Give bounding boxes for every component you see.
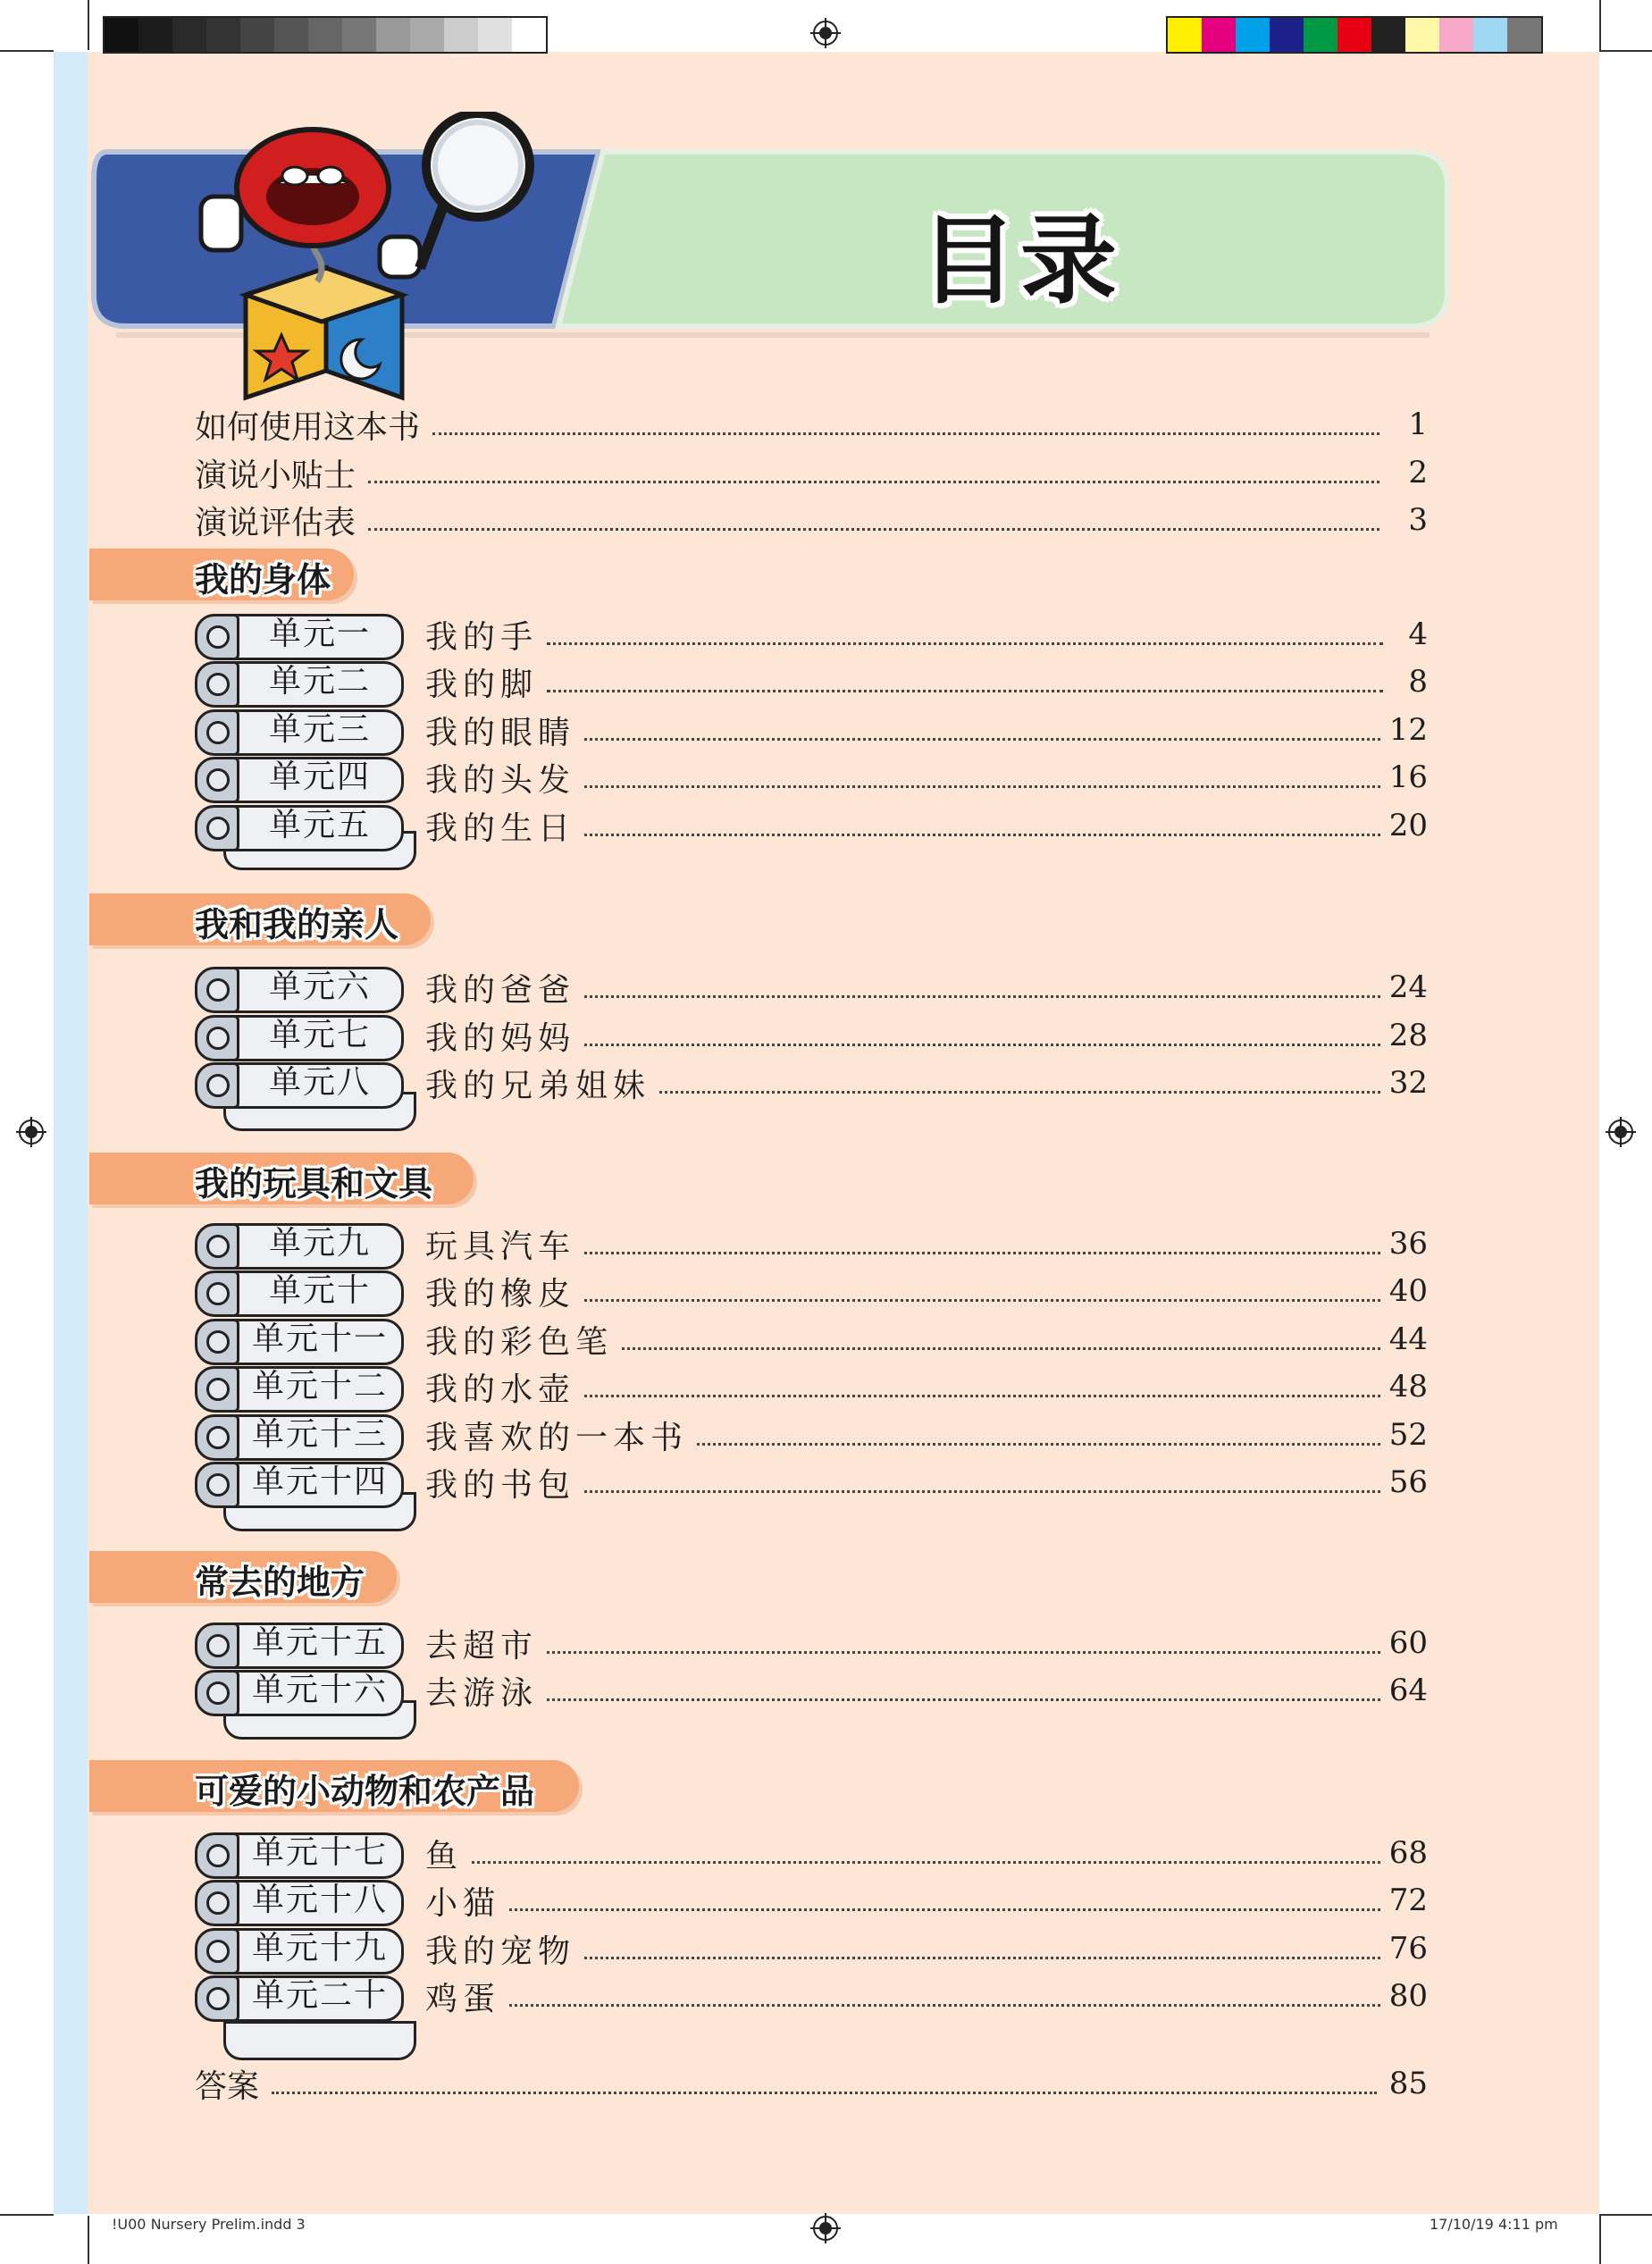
crop-mark — [1599, 2214, 1652, 2216]
unit-label: 单元十 — [268, 1272, 371, 1309]
toc-page-number: 1 — [1408, 407, 1428, 442]
toc-row-unit[interactable] — [425, 658, 1428, 706]
unit-label: 单元二十 — [251, 1977, 388, 2014]
unit-scroll — [193, 755, 416, 800]
unit-title: 我的生日 — [425, 809, 576, 847]
unit-title: 我的爸爸 — [425, 971, 576, 1009]
toc-row-answers[interactable] — [195, 2059, 1428, 2108]
toc-row-unit[interactable] — [425, 1220, 1428, 1268]
dot-leader — [697, 1425, 1380, 1446]
toc-row-unit[interactable] — [425, 1411, 1428, 1459]
dot-leader — [368, 510, 1379, 531]
crop-mark — [88, 0, 89, 50]
unit-scroll — [193, 1364, 416, 1409]
unit-scroll — [193, 659, 416, 704]
toc-page-number: 2 — [1408, 455, 1428, 491]
unit-label: 单元十二 — [251, 1368, 388, 1405]
toc-row-unit[interactable] — [425, 706, 1428, 754]
unit-title: 去超市 — [425, 1627, 539, 1664]
dot-leader — [584, 1234, 1380, 1254]
dot-leader — [272, 2074, 1377, 2094]
toc-page-number: 4 — [1408, 616, 1428, 652]
unit-title: 鸡蛋 — [425, 1980, 501, 2017]
unit-scroll — [193, 1413, 416, 1457]
unit-label: 单元十四 — [251, 1463, 388, 1500]
unit-title: 我的书包 — [425, 1466, 576, 1504]
crop-mark — [1599, 2216, 1601, 2264]
toc-row-unit[interactable] — [425, 801, 1428, 850]
unit-scroll — [193, 1621, 416, 1665]
toc-page-number: 16 — [1388, 759, 1428, 795]
dot-leader — [584, 1377, 1380, 1397]
unit-scroll — [193, 1013, 416, 1058]
unit-scroll — [193, 1061, 416, 1105]
toc-row-unit[interactable] — [425, 1011, 1428, 1060]
unit-label: 单元四 — [268, 759, 371, 795]
unit-label: 单元十七 — [251, 1834, 388, 1871]
unit-label: 单元五 — [268, 807, 371, 843]
dot-leader — [509, 1986, 1380, 2007]
unit-title: 我的头发 — [425, 761, 576, 799]
unit-scroll — [193, 1317, 416, 1362]
dot-leader — [584, 1026, 1380, 1046]
unit-title: 玩具汽车 — [425, 1228, 576, 1265]
toc-row-unit[interactable] — [425, 1619, 1428, 1667]
unit-label: 单元六 — [268, 968, 371, 1005]
toc-row-front-matter[interactable] — [195, 496, 1428, 544]
toc-page-number: 8 — [1408, 664, 1428, 700]
footer-file-name: !U00 Nursery Prelim.indd 3 — [112, 2216, 306, 2233]
dot-leader — [547, 625, 1383, 645]
toc-row-unit[interactable] — [425, 1876, 1428, 1924]
color-calibration-bar — [1166, 16, 1543, 54]
dot-leader — [584, 1939, 1380, 1959]
toc-page-number: 40 — [1388, 1273, 1428, 1309]
unit-title: 我的眼睛 — [425, 714, 576, 751]
unit-scroll — [193, 1221, 416, 1266]
unit-title: 我的兄弟姐妹 — [425, 1067, 651, 1104]
registration-mark-icon — [16, 1117, 46, 1147]
dot-leader — [547, 1633, 1380, 1654]
unit-scroll — [193, 1668, 416, 1713]
unit-scroll — [193, 708, 416, 752]
crop-mark — [0, 2214, 54, 2216]
unit-scroll — [193, 1460, 416, 1505]
unit-label: 单元十九 — [251, 1930, 388, 1966]
unit-label: 单元二 — [268, 663, 371, 700]
unit-title: 小猫 — [425, 1884, 501, 1922]
toc-row-unit[interactable] — [425, 1267, 1428, 1315]
toc-row-unit[interactable] — [425, 1972, 1428, 2020]
unit-scroll — [193, 1926, 416, 1971]
dot-leader — [547, 1681, 1380, 1701]
dot-leader — [368, 463, 1379, 483]
toc-entry-label: 演说小贴士 — [195, 457, 356, 494]
toc-entry-label: 如何使用这本书 — [195, 408, 421, 446]
toc-page-number: 68 — [1388, 1835, 1428, 1871]
unit-label: 单元九 — [268, 1225, 371, 1262]
unit-title: 我的脚 — [425, 666, 539, 703]
unit-scroll — [193, 965, 416, 1010]
toc-row-unit[interactable] — [425, 753, 1428, 801]
registration-mark-icon — [1606, 1117, 1636, 1147]
toc-page-number: 28 — [1388, 1018, 1428, 1053]
dot-leader — [547, 672, 1383, 692]
toc-row-unit[interactable] — [425, 1059, 1428, 1107]
section-heading: 我的玩具和文具 — [89, 1153, 474, 1204]
unit-label: 单元八 — [268, 1064, 371, 1101]
toc-row-unit[interactable] — [425, 610, 1428, 658]
unit-title: 我喜欢的一本书 — [425, 1419, 689, 1456]
unit-title: 我的宠物 — [425, 1933, 576, 1970]
toc-row-unit[interactable] — [425, 1829, 1428, 1877]
unit-scroll — [193, 1878, 416, 1923]
toc-page-number: 32 — [1388, 1065, 1428, 1101]
unit-scroll — [193, 1974, 416, 2018]
toc-entry-label: 演说评估表 — [195, 504, 356, 541]
unit-title: 我的手 — [425, 618, 539, 656]
toc-row-front-matter[interactable] — [195, 449, 1428, 497]
toc-page-number: 44 — [1388, 1321, 1428, 1357]
registration-mark-icon — [810, 18, 841, 48]
toc-row-front-matter[interactable] — [195, 400, 1428, 449]
toc-row-unit[interactable] — [425, 1315, 1428, 1363]
section-heading: 常去的地方 — [89, 1551, 397, 1603]
toc-page-number: 76 — [1388, 1931, 1428, 1966]
dot-leader — [584, 720, 1380, 741]
unit-label: 单元十一 — [251, 1321, 388, 1357]
toc-entry-label: 答案 — [195, 2067, 260, 2105]
registration-mark-icon — [810, 2213, 841, 2243]
scroll-tail — [223, 2021, 416, 2060]
dot-leader — [584, 1281, 1380, 1302]
unit-title: 我的橡皮 — [425, 1275, 576, 1312]
unit-title: 去游泳 — [425, 1674, 539, 1712]
toc-row-unit[interactable] — [425, 1458, 1428, 1506]
section-heading: 我的身体 — [89, 549, 354, 600]
toc-page-number: 72 — [1388, 1882, 1428, 1918]
toc-row-unit[interactable] — [425, 963, 1428, 1011]
toc-row-unit[interactable] — [425, 1363, 1428, 1411]
toc-page-number: 80 — [1388, 1978, 1428, 2014]
toc-page-number: 24 — [1388, 969, 1428, 1005]
dot-leader — [584, 1472, 1380, 1493]
toc-page-number: 36 — [1388, 1226, 1428, 1262]
crop-mark — [88, 2216, 89, 2264]
section-heading: 我和我的亲人 — [89, 893, 431, 945]
unit-label: 单元三 — [268, 711, 371, 748]
toc-row-unit[interactable] — [425, 1666, 1428, 1715]
dot-leader — [432, 415, 1379, 435]
toc-page-number: 85 — [1388, 2066, 1428, 2101]
unit-scroll — [193, 612, 416, 657]
unit-title: 我的彩色笔 — [425, 1323, 614, 1361]
dot-leader — [472, 1843, 1380, 1864]
dot-leader — [584, 977, 1380, 998]
dot-leader — [584, 767, 1380, 788]
toc-page-number: 20 — [1388, 808, 1428, 843]
toc-page-number: 60 — [1388, 1625, 1428, 1661]
dot-leader — [659, 1073, 1380, 1094]
unit-label: 单元十八 — [251, 1882, 388, 1918]
dot-leader — [622, 1329, 1380, 1350]
footer-timestamp: 17/10/19 4:11 pm — [1430, 2216, 1558, 2233]
toc-page-number: 12 — [1388, 712, 1428, 748]
unit-label: 单元十六 — [251, 1672, 388, 1708]
unit-label: 单元一 — [268, 616, 371, 652]
toc-page-number: 52 — [1388, 1417, 1428, 1453]
unit-title: 我的妈妈 — [425, 1019, 576, 1057]
unit-label: 单元七 — [268, 1017, 371, 1053]
crop-mark — [1599, 50, 1652, 52]
unit-label: 单元十三 — [251, 1416, 388, 1453]
unit-label: 单元十五 — [251, 1624, 388, 1661]
dot-leader — [509, 1891, 1380, 1911]
grayscale-calibration-bar — [103, 16, 548, 54]
toc-page-number: 3 — [1408, 502, 1428, 538]
crop-mark — [1599, 0, 1601, 50]
unit-scroll — [193, 1269, 416, 1313]
toc-page-number: 48 — [1388, 1369, 1428, 1405]
toc-page-number: 64 — [1388, 1673, 1428, 1708]
section-heading: 可爱的小动物和农产品 — [89, 1760, 579, 1812]
unit-scroll — [193, 1831, 416, 1875]
unit-title: 鱼 — [425, 1837, 464, 1874]
toc-row-unit[interactable] — [425, 1924, 1428, 1973]
jack-in-box-mascot-icon — [192, 112, 567, 407]
page-title: 目录 — [920, 205, 1121, 317]
page-spine-strip — [54, 52, 88, 2214]
unit-scroll — [193, 803, 416, 848]
toc-page-number: 56 — [1388, 1464, 1428, 1500]
unit-title: 我的水壶 — [425, 1371, 576, 1408]
dot-leader — [584, 816, 1380, 836]
crop-mark — [0, 50, 54, 52]
